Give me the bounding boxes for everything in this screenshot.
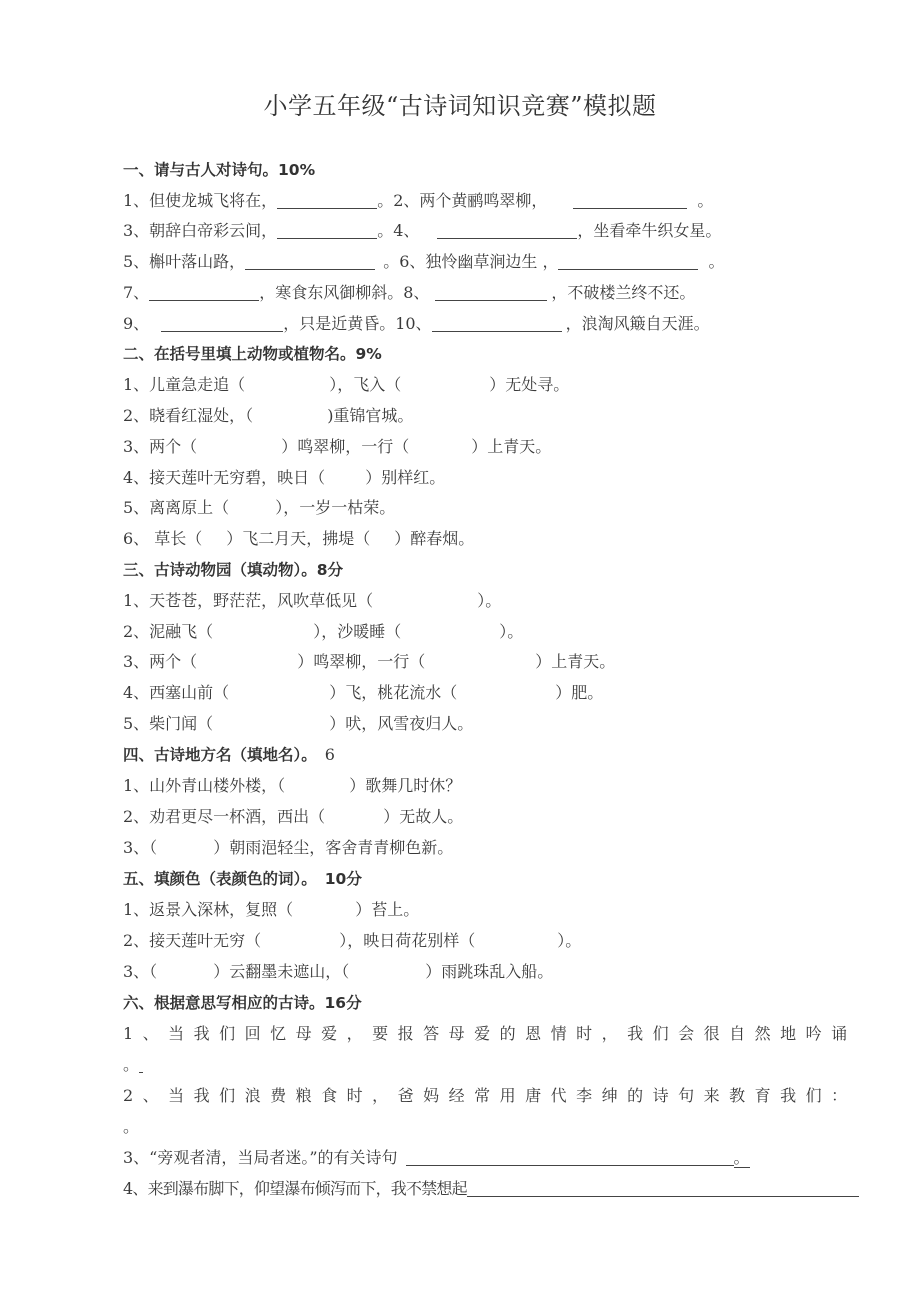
answer-blank[interactable] — [245, 253, 375, 270]
s5-line-1: 1、返景入深林，复照（ ）苔上。 — [123, 900, 420, 919]
answer-blank[interactable] — [573, 192, 687, 209]
s1-line-3: 5、槲叶落山路， 。6、独怜幽草涧边生 ， 。 — [123, 252, 725, 271]
s6-line-3: 3、“旁观者清，当局者迷。”的有关诗句 。 — [123, 1148, 750, 1167]
s2-line-2: 2、晓看红湿处，（ )重锦官城。 — [123, 406, 414, 425]
answer-blank[interactable] — [406, 1149, 734, 1166]
s6-line-1-end: 。 — [123, 1055, 143, 1075]
s5-line-2: 2、接天莲叶无穷（ ），映日荷花别样（ ）。 — [123, 931, 582, 950]
s5-line-3: 3、（ ）云翻墨未遮山，（ ）雨跳珠乱入船。 — [123, 962, 554, 981]
s3-line-4: 4、西塞山前（ ）飞，桃花流水（ ）肥。 — [123, 683, 604, 702]
s6-line-2: 2、当我们浪费粮食时，爸妈经常用唐代李绅的诗句来教育我们： — [123, 1086, 857, 1105]
s4-line-1: 1、山外青山楼外楼，（ ）歌舞几时休？ — [123, 776, 462, 795]
s4-line-3: 3、（ ）朝雨浥轻尘，客舍青青柳色新。 — [123, 838, 454, 857]
answer-blank[interactable] — [277, 222, 377, 239]
answer-blank[interactable] — [432, 315, 562, 332]
answer-blank[interactable] — [139, 1056, 143, 1073]
s3-line-1: 1、天苍苍，野茫茫，风吹草低见（ ）。 — [123, 591, 502, 610]
s2-line-3: 3、两个（ ）鸣翠柳，一行（ ）上青天。 — [123, 437, 552, 456]
page-title: 小学五年级“古诗词知识竞赛”模拟题 — [263, 92, 657, 120]
s2-line-1: 1、儿童急走追（ ），飞入（ ）无处寻。 — [123, 375, 570, 394]
s2-line-4: 4、接天莲叶无穷碧，映日（ ）别样红。 — [123, 468, 446, 487]
s3-line-3: 3、两个（ ）鸣翠柳，一行（ ）上青天。 — [123, 652, 616, 671]
section-2-heading: 二、在括号里填上动物或植物名。9% — [123, 345, 382, 363]
s2-line-5: 5、离离原上（ ），一岁一枯荣。 — [123, 498, 396, 517]
s2-line-6: 6、 草长（ ）飞二月天，拂堤（ ）醉春烟。 — [123, 529, 475, 548]
answer-blank[interactable] — [437, 222, 577, 239]
s1-line-2: 3、朝辞白帝彩云间， 。4、 ，坐看牵牛织女星。 — [123, 221, 722, 240]
answer-blank[interactable] — [277, 192, 377, 209]
section-4-heading: 四、古诗地方名（填地名）。 6 — [123, 745, 335, 764]
s1-line-1: 1、但使龙城飞将在， 。2、两个黄鹂鸣翠柳， 。 — [123, 191, 714, 210]
s1-line-5: 9、 ，只是近黄昏。10、 ，浪淘风簸自天涯。 — [123, 314, 710, 333]
s6-line-2-end: 。 — [123, 1117, 140, 1136]
s3-line-2: 2、泥融飞（ ），沙暖睡（ ）。 — [123, 622, 524, 641]
answer-blank[interactable] — [435, 284, 547, 301]
section-1-heading: 一、请与古人对诗句。10% — [123, 161, 316, 179]
section-5-heading: 五、填颜色（表颜色的词）。 10分 — [123, 870, 362, 888]
s3-line-5: 5、柴门闻（ ）吠，风雪夜归人。 — [123, 714, 474, 733]
answer-blank[interactable] — [467, 1180, 859, 1197]
answer-blank[interactable] — [161, 315, 283, 332]
answer-blank[interactable] — [558, 253, 698, 270]
s6-line-4: 4、来到瀑布脚下，仰望瀑布倾泻而下，我不禁想起 — [123, 1179, 859, 1199]
s1-line-4: 7、 ，寒食东风御柳斜。8、 ，不破楼兰终不还。 — [123, 283, 696, 302]
s6-line-1: 1、当我们回忆母爱，要报答母爱的恩情时，我们会很自然地吟诵 — [123, 1024, 857, 1043]
s4-line-2: 2、劝君更尽一杯酒，西出（ ）无故人。 — [123, 807, 464, 826]
section-6-heading: 六、根据意思写相应的古诗。16分 — [123, 994, 362, 1012]
section-3-heading: 三、古诗动物园（填动物）。8分 — [123, 561, 344, 579]
answer-blank[interactable] — [149, 284, 259, 301]
